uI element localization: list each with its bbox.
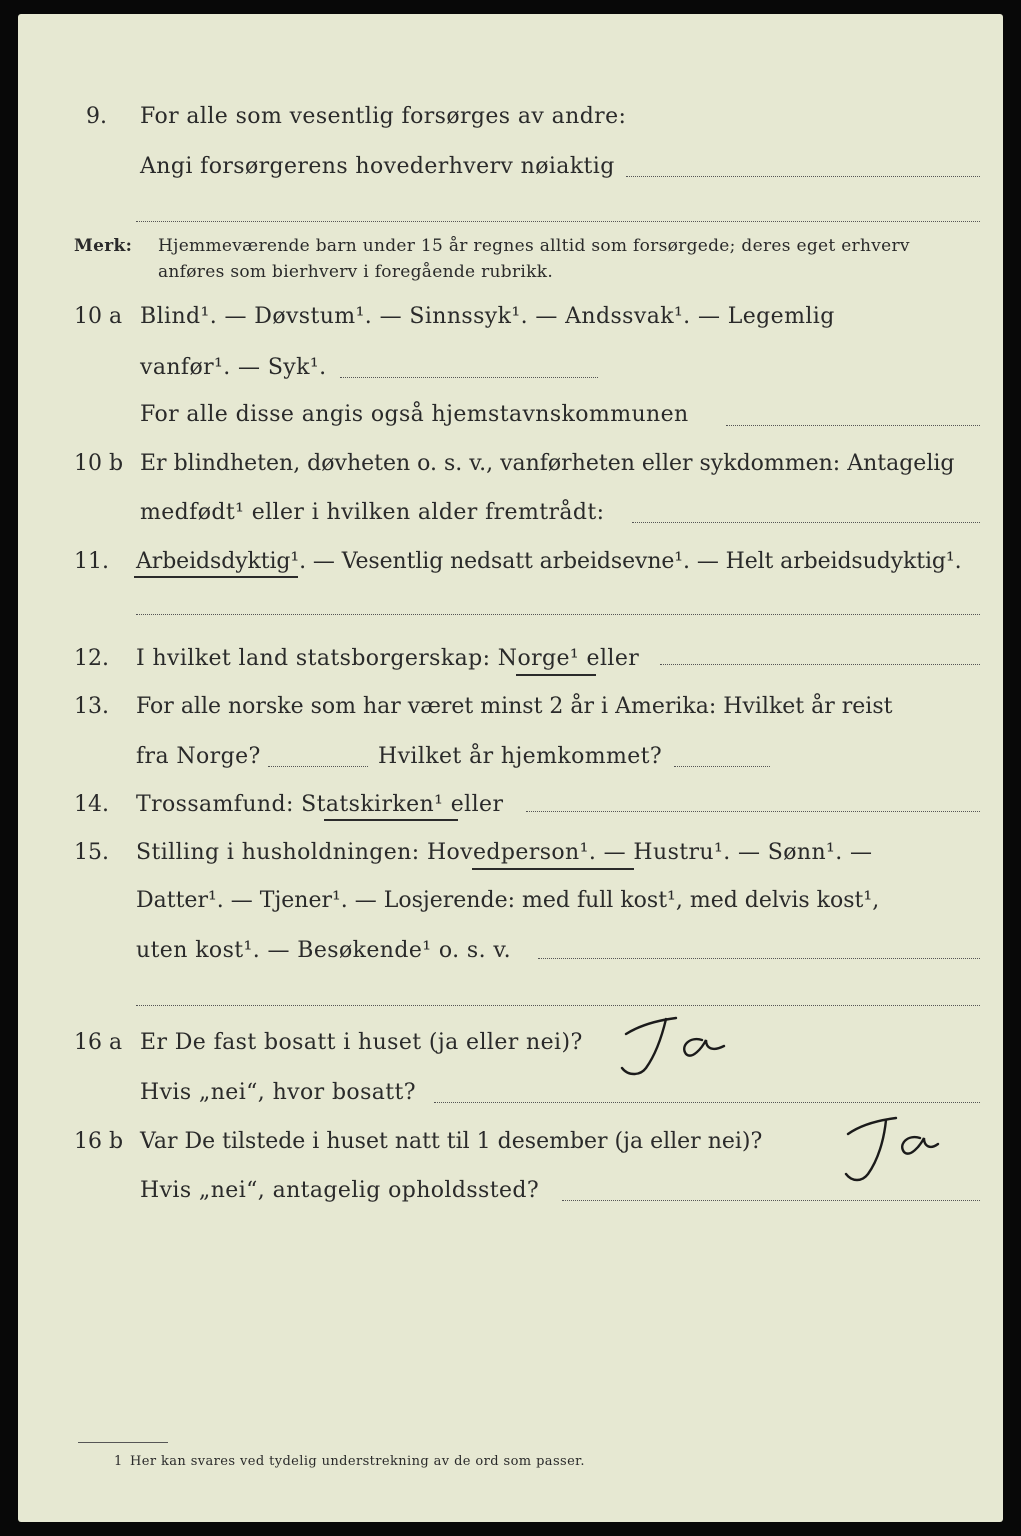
merk-line2: anføres som bierhverv i foregående rubrikk. — [158, 262, 554, 282]
q11-answer-line[interactable] — [136, 614, 980, 615]
q14-number: 14. — [74, 792, 109, 817]
q14-answer-line[interactable] — [526, 811, 980, 812]
q10b-line2: medfødt¹ eller i hvilken alder fremtrådt: — [140, 500, 605, 525]
q12-answer-line[interactable] — [660, 664, 980, 665]
q16a-handwriting-svg — [616, 1010, 728, 1080]
q16b-line1: Var De tilstede i huset natt til 1 desember (ja eller nei)? — [140, 1129, 763, 1154]
q13-reist-line[interactable] — [268, 766, 368, 767]
q15-number: 15. — [74, 840, 109, 865]
q9-answer-line[interactable] — [626, 176, 980, 177]
q16b-handwriting-svg — [840, 1112, 940, 1188]
q14-line1: Trossamfund: Statskirken¹ eller — [136, 792, 504, 817]
q16b-number: 16 b — [74, 1129, 124, 1154]
q13-line1: For alle norske som har været minst 2 år i Amerika: Hvilket år reist — [136, 694, 893, 719]
merk-line1: Hjemmeværende barn under 15 år regnes alltid som forsørgede; deres eget erhverv — [158, 236, 910, 256]
q16b-opholdssted-line[interactable] — [562, 1200, 980, 1201]
q10b-answer-line[interactable] — [632, 522, 980, 523]
q15-answer-line[interactable] — [538, 958, 980, 959]
q16a-bosatt-line[interactable] — [434, 1102, 980, 1103]
q11-underline-arbeidsdyktig — [134, 576, 298, 578]
q10a-number: 10 a — [74, 304, 123, 329]
q10b-line1: Er blindheten, døvheten o. s. v., vanførheten eller sykdommen: Antagelig — [140, 451, 955, 476]
q15-underline-hovedperson — [472, 868, 634, 870]
q9-line1: For alle som vesentlig forsørges av andre: — [140, 104, 627, 129]
q16b-line2: Hvis „nei“, antagelig opholdssted? — [140, 1178, 540, 1203]
q13-line2a: fra Norge? — [136, 744, 261, 769]
q15-answer-line-2[interactable] — [136, 1005, 980, 1006]
q10a-line2: vanfør¹. — Syk¹. — [140, 355, 327, 380]
q12-line1: I hvilket land statsborgerskap: Norge¹ eller — [136, 646, 640, 671]
q11-number: 11. — [74, 549, 109, 574]
q13-number: 13. — [74, 694, 109, 719]
census-form-page — [18, 14, 1003, 1522]
q10a-line3: For alle disse angis også hjemstavnskommunen — [140, 402, 689, 427]
footnote-mark: 1 — [114, 1454, 123, 1469]
q16b-handwritten-answer — [840, 1112, 940, 1188]
footnote-text: Her kan svares ved tydelig understrekning av de ord som passer. — [130, 1454, 585, 1469]
q15-line2: Datter¹. — Tjener¹. — Losjerende: med full kost¹, med delvis kost¹, — [136, 888, 880, 913]
q14-underline-statskirken — [324, 819, 458, 821]
q16a-number: 16 a — [74, 1030, 123, 1055]
q10b-number: 10 b — [74, 451, 124, 476]
q10a-hjemstavn-line[interactable] — [726, 425, 980, 426]
q10a-answer-line[interactable] — [340, 377, 598, 378]
q16a-handwritten-answer — [616, 1010, 728, 1080]
q15-line3: uten kost¹. — Besøkende¹ o. s. v. — [136, 938, 511, 963]
q9-line2: Angi forsørgerens hovederhverv nøiaktig — [140, 154, 615, 179]
footnote-rule — [78, 1442, 168, 1443]
q15-line1: Stilling i husholdningen: Hovedperson¹. — Hustru¹. — Sønn¹. — — [136, 840, 873, 865]
q16a-line2: Hvis „nei“, hvor bosatt? — [140, 1080, 416, 1105]
q13-line2b: Hvilket år hjemkommet? — [378, 744, 663, 769]
q12-number: 12. — [74, 646, 109, 671]
q9-answer-line-2[interactable] — [136, 221, 980, 222]
q9-number: 9. — [86, 104, 107, 129]
q12-underline-norge — [516, 674, 596, 676]
merk-label: Merk: — [74, 236, 133, 256]
q11-line1: Arbeidsdyktig¹. — Vesentlig nedsatt arbeidsevne¹. — Helt arbeidsudyktig¹. — [136, 549, 962, 574]
q13-hjemkommet-line[interactable] — [674, 766, 770, 767]
q16a-line1: Er De fast bosatt i huset (ja eller nei)? — [140, 1030, 583, 1055]
q10a-line1: Blind¹. — Døvstum¹. — Sinnssyk¹. — Andssvak¹. — Legemlig — [140, 304, 835, 329]
